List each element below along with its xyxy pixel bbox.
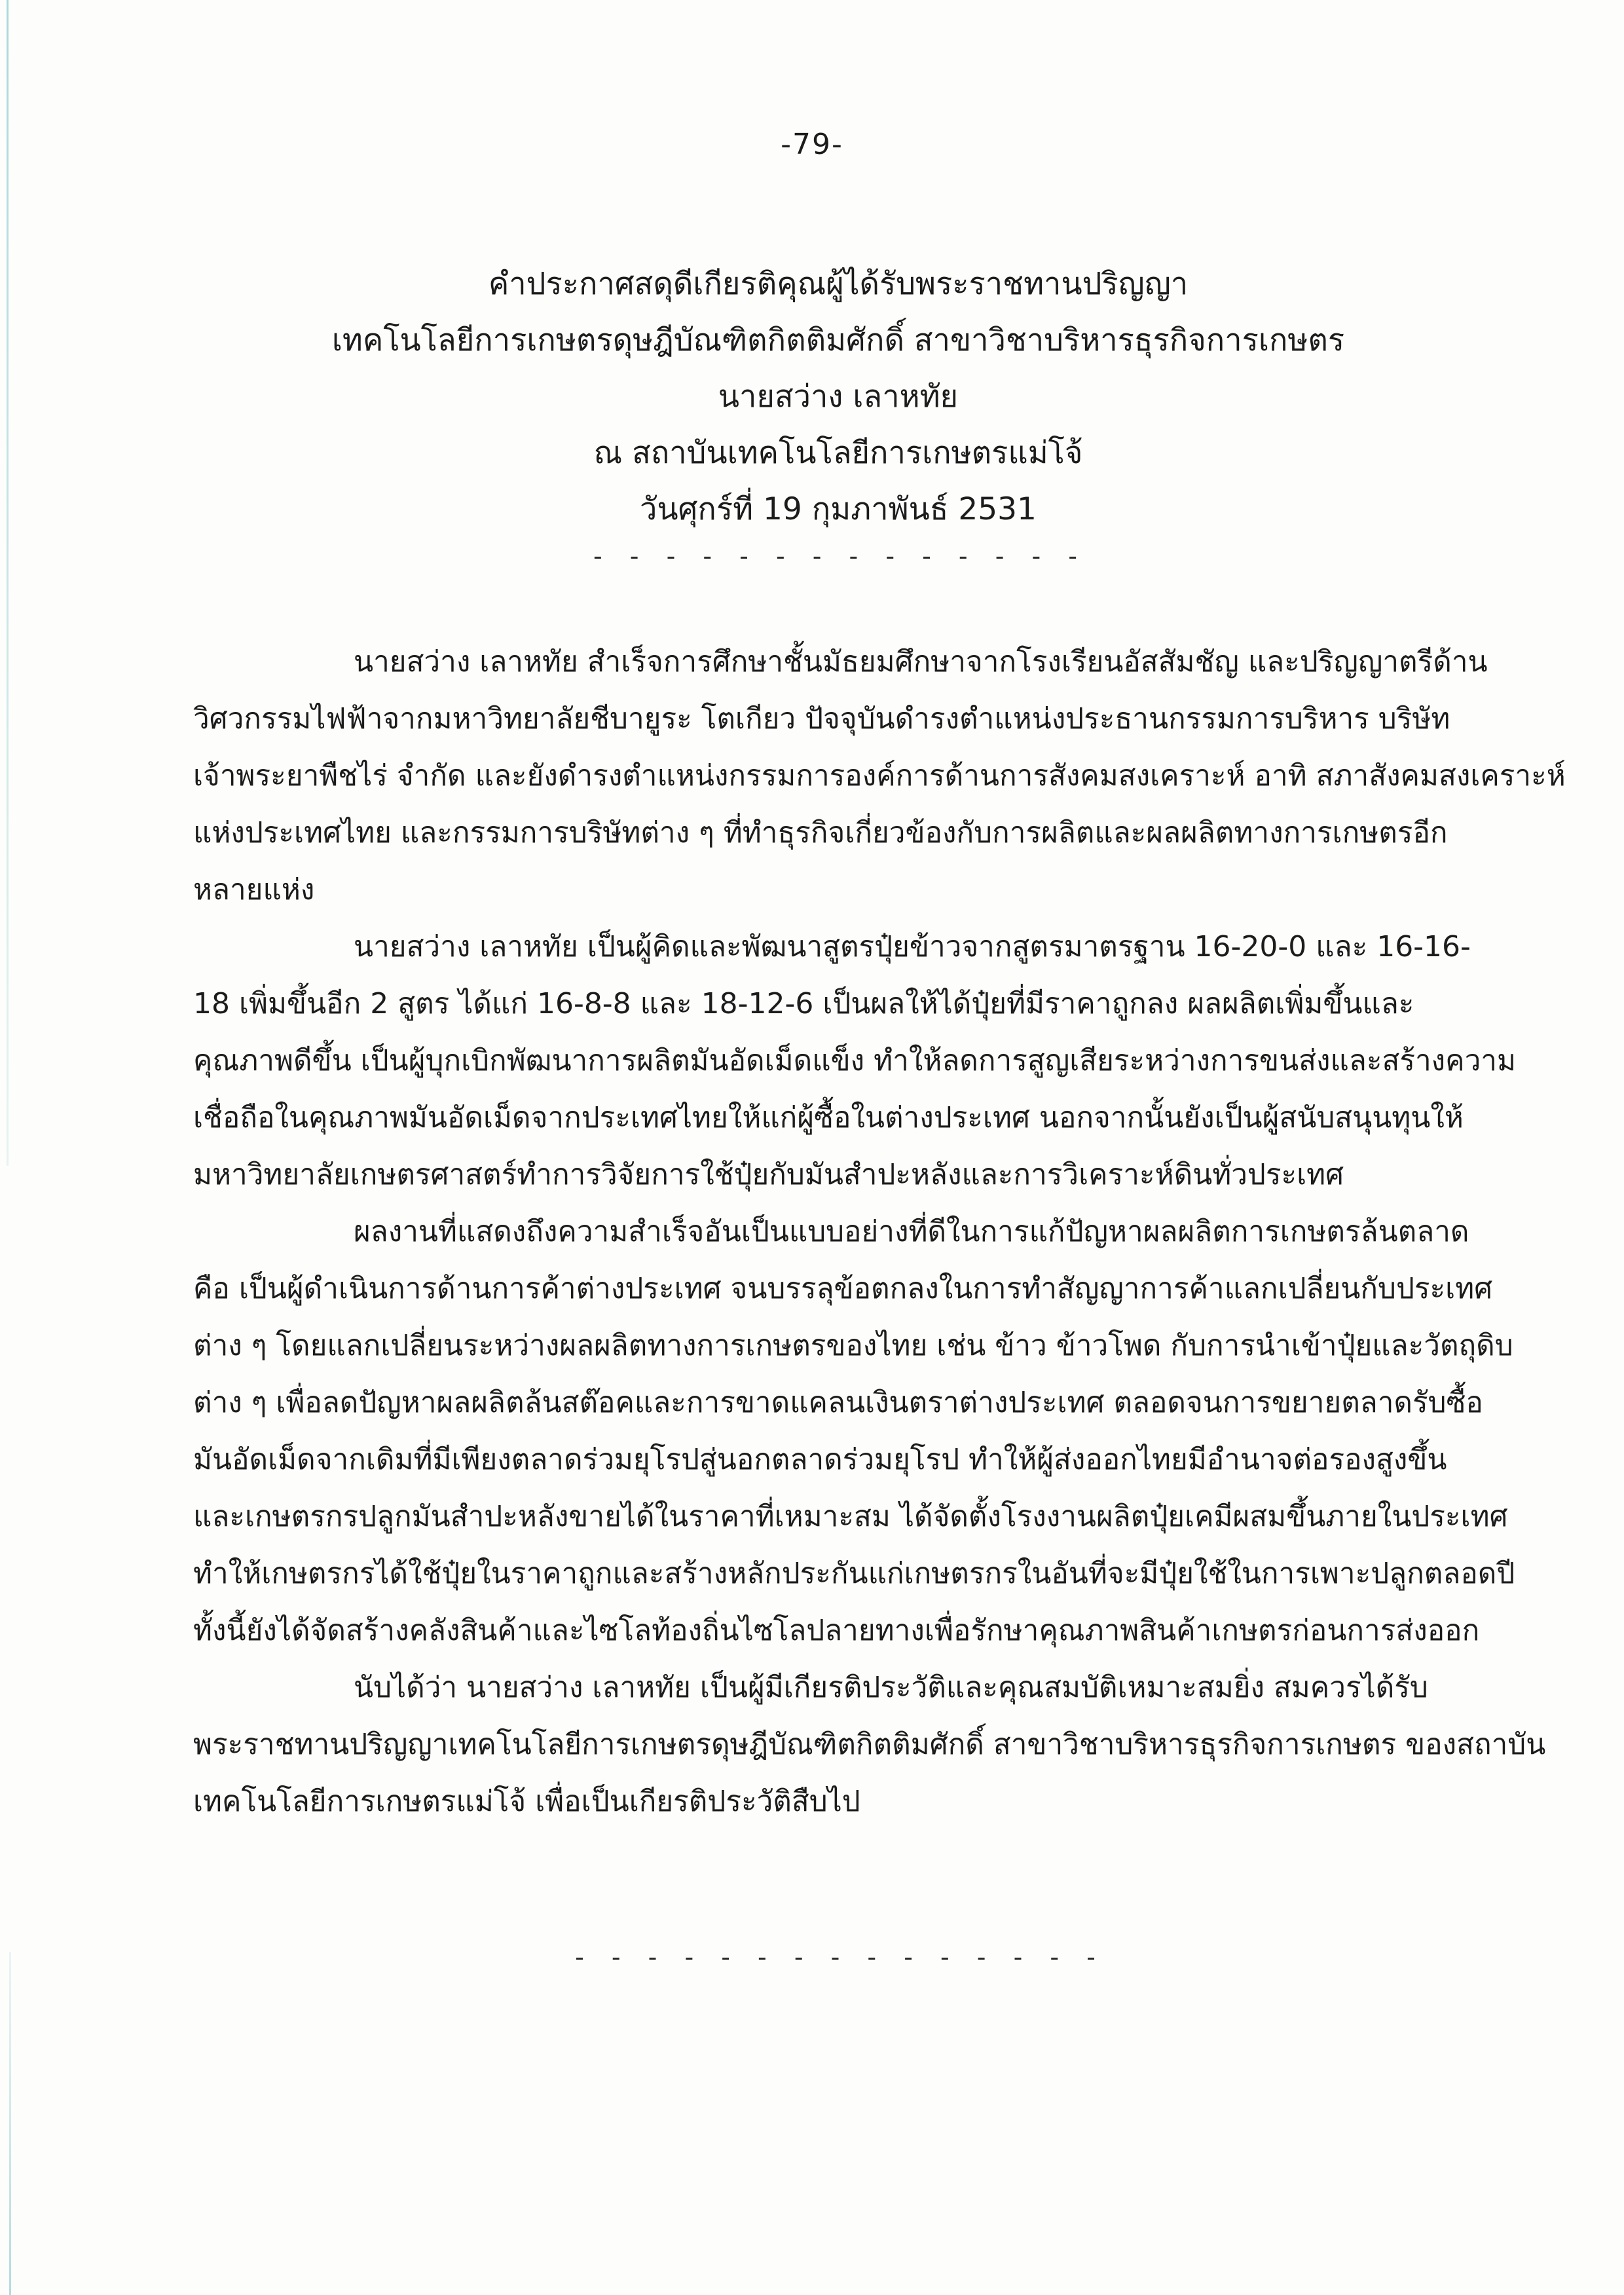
text-line: คุณภาพดีขึ้น เป็นผู้บุกเบิกพัฒนาการผลิตมันอัดเม็ดแข็ง ทำให้ลดการสูญเสียระหว่างการขนส่งและสร้างความ	[193, 1044, 1517, 1077]
dashed-divider: - - - - - - - - - - - - - - -	[575, 1943, 1101, 1971]
text-line: คือ เป็นผู้ดำเนินการด้านการค้าต่างประเทศ จนบรรลุข้อตกลงในการทำสัญญาการค้าแลกเปลี่ยนกับประเทศ	[193, 1272, 1493, 1305]
text-line: และเกษตรกรปลูกมันสำปะหลังขายได้ในราคาที่เหมาะสม ได้จัดตั้งโรงงานผลิตปุ๋ยเคมีผสมขึ้นภายในประเทศ	[193, 1500, 1508, 1533]
text-line: ต่าง ๆ เพื่อลดปัญหาผลผลิตล้นสต๊อคและการขาดแคลนเงินตราต่างประเทศ ตลอดจนการขยายตลาดรับซื้อ	[193, 1386, 1483, 1419]
text-line: 18 เพิ่มขึ้นอีก 2 สูตร ได้แก่ 16-8-8 และ 18-12-6 เป็นผลให้ได้ปุ๋ยที่มีราคาถูกลง ผลผลิตเพิ่มขึ้นและ	[193, 987, 1414, 1020]
honoree-name: นายสว่าง เลาหทัย	[718, 379, 959, 415]
paragraph	[193, 1203, 1539, 1659]
scan-artifact-line	[9, 1952, 11, 2295]
paragraph	[193, 918, 1539, 1203]
title-block	[131, 256, 1545, 538]
text-line: มันอัดเม็ดจากเดิมที่มีเพียงตลาดร่วมยุโรปสู่นอกตลาดร่วมยุโรป ทำให้ผู้ส่งออกไทยมีอำนาจต่อรองสูงขึ้น	[193, 1443, 1447, 1476]
text-line: ผลงานที่แสดงถึงความสำเร็จอันเป็นแบบอย่างที่ดีในการแก้ปัญหาผลผลิตการเกษตรล้นตลาด	[354, 1215, 1469, 1248]
text-line: มหาวิทยาลัยเกษตรศาสตร์ทำการวิจัยการใช้ปุ๋ยกับมันสำปะหลังและการวิเคราะห์ดินทั่วประเทศ	[193, 1158, 1344, 1191]
document-title-line: คำประกาศสดุดีเกียรติคุณผู้ได้รับพระราชทานปริญญา	[488, 266, 1189, 302]
text-line: ทั้งนี้ยังได้จัดสร้างคลังสินค้าและไซโลท้องถิ่นไซโลปลายทางเพื่อรักษาคุณภาพสินค้าเกษตรก่อนการส่งออก	[193, 1614, 1480, 1647]
paragraph	[193, 633, 1566, 918]
paragraph	[193, 1659, 1546, 1830]
text-line: เชื่อถือในคุณภาพมันอัดเม็ดจากประเทศไทยให้แก่ผู้ซื้อในต่างประเทศ นอกจากนั้นยังเป็นผู้สนับสนุนทุนให้	[193, 1101, 1464, 1134]
text-line: ทำให้เกษตรกรได้ใช้ปุ๋ยในราคาถูกและสร้างหลักประกันแก่เกษตรกรในอันที่จะมีปุ๋ยใช้ในการเพาะปลูกตลอดปี	[193, 1557, 1515, 1590]
text-line: เทคโนโลยีการเกษตรแม่โจ้ เพื่อเป็นเกียรติประวัติสืบไป	[193, 1785, 860, 1818]
text-line: นับได้ว่า นายสว่าง เลาหทัย เป็นผู้มีเกียรติประวัติและคุณสมบัติเหมาะสมยิ่ง สมควรได้รับ	[354, 1671, 1428, 1704]
date-line: วันศุกร์ที่ 19 กุมภาพันธ์ 2531	[640, 491, 1037, 527]
document-title-line: เทคโนโลยีการเกษตรดุษฎีบัณฑิตกิตติมศักดิ์ สาขาวิชาบริหารธุรกิจการเกษตร	[331, 322, 1345, 358]
page-number: -79-	[781, 128, 843, 161]
text-line: วิศวกรรมไฟฟ้าจากมหาวิทยาลัยชีบายูระ โตเกียว ปัจจุบันดำรงตำแหน่งประธานกรรมการบริหาร บริษัท	[193, 702, 1450, 736]
text-line: แห่งประเทศไทย และกรรมการบริษัทต่าง ๆ ที่ทำธุรกิจเกี่ยวข้องกับการผลิตและผลผลิตทางการเกษตรอีก	[193, 816, 1448, 849]
text-line: ต่าง ๆ โดยแลกเปลี่ยนระหว่างผลผลิตทางการเกษตรของไทย เช่น ข้าว ข้าวโพด กับการนำเข้าปุ๋ยและวัตถุดิบ	[193, 1329, 1513, 1362]
text-line: พระราชทานปริญญาเทคโนโลยีการเกษตรดุษฎีบัณฑิตกิตติมศักดิ์ สาขาวิชาบริหารธุรกิจการเกษตร ของสถาบัน	[193, 1728, 1546, 1761]
text-line: เจ้าพระยาพืชไร่ จำกัด และยังดำรงตำแหน่งกรรมการองค์การด้านการสังคมสงเคราะห์ อาทิ สภาสังคมสงเคราะห์	[193, 759, 1566, 793]
text-line: นายสว่าง เลาหทัย เป็นผู้คิดและพัฒนาสูตรปุ๋ยข้าวจากสูตรมาตรฐาน 16-20-0 และ 16-16-	[354, 930, 1471, 963]
scan-artifact-line	[7, 0, 9, 1166]
text-line: นายสว่าง เลาหทัย สำเร็จการศึกษาชั้นมัธยมศึกษาจากโรงเรียนอัสสัมชัญ และปริญญาตรีด้าน	[354, 645, 1488, 679]
text-line: หลายแห่ง	[193, 873, 315, 906]
institution-line: ณ สถาบันเทคโนโลยีการเกษตรแม่โจ้	[593, 435, 1083, 471]
document-body	[193, 633, 1566, 1830]
dashed-divider: - - - - - - - - - - - - - -	[593, 542, 1083, 570]
